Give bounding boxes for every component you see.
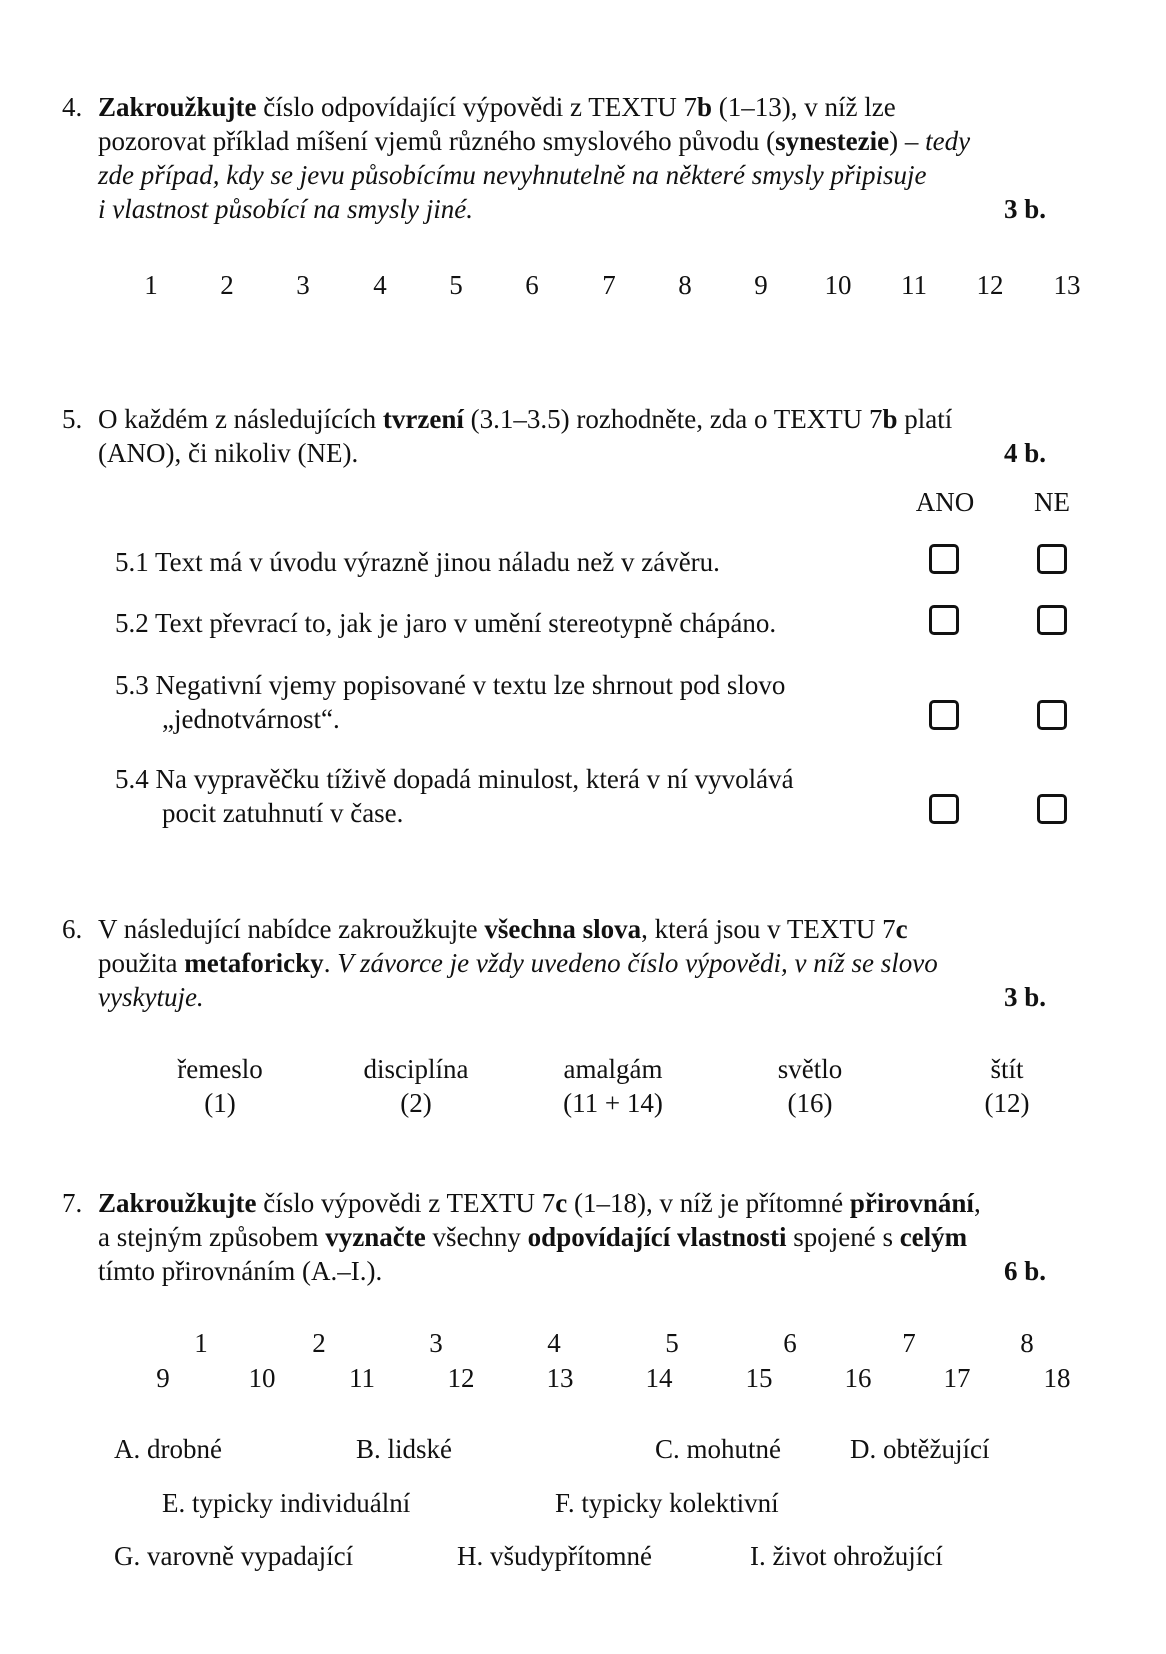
option-number[interactable]: 10 <box>248 1363 276 1393</box>
option-number[interactable]: 1 <box>144 270 158 300</box>
option-number[interactable]: 6 <box>783 1328 797 1358</box>
text: ) <box>889 126 905 156</box>
text: , která jsou v TEXTU 7 <box>641 914 896 944</box>
q4-options <box>0 270 1166 310</box>
emphasis: b <box>696 92 712 122</box>
word-reference: (2) <box>400 1088 432 1118</box>
option-number[interactable]: 5 <box>449 270 463 300</box>
word-option[interactable] <box>503 1052 723 1120</box>
italic-text: – tedy <box>904 126 971 156</box>
word-option[interactable] <box>110 1052 330 1120</box>
property-option[interactable]: F. typicky kolektivní <box>555 1488 779 1518</box>
emphasis: synestezie <box>775 126 890 156</box>
checkbox-no-5-4[interactable] <box>1037 794 1067 824</box>
question-text <box>98 90 1098 226</box>
option-number[interactable]: 16 <box>844 1363 872 1393</box>
option-number[interactable]: 8 <box>678 270 692 300</box>
emphasis: c <box>555 1188 568 1218</box>
question-number: 6. <box>62 914 83 944</box>
emphasis: Zakroužkujte <box>98 92 257 122</box>
emphasis: odpovídající vlastnosti <box>527 1222 787 1252</box>
emphasis: Zakroužkujte <box>98 1188 257 1218</box>
option-number[interactable]: 2 <box>220 270 234 300</box>
q7-options-row2 <box>0 1363 1166 1403</box>
question-number: 7. <box>62 1188 83 1218</box>
option-number[interactable]: 3 <box>296 270 310 300</box>
text: (ANO), či nikoliv (NE). <box>98 438 359 468</box>
italic-text: zde případ, kdy se jevu působícímu nevyhnutelně na některé smysly připisuje <box>98 160 927 190</box>
word-reference: (12) <box>984 1088 1030 1118</box>
option-number[interactable]: 17 <box>943 1363 971 1393</box>
property-option[interactable]: H. všudypřítomné <box>457 1541 652 1571</box>
word: světlo <box>777 1054 843 1084</box>
statement-5-2 <box>115 606 905 640</box>
option-number[interactable]: 11 <box>349 1363 375 1393</box>
emphasis: přirovnání <box>849 1188 974 1218</box>
word: štít <box>990 1054 1024 1084</box>
word-reference: (11 + 14) <box>563 1088 663 1118</box>
points-label: 6 b. <box>1003 1256 1046 1286</box>
property-option[interactable]: I. život ohrožující <box>750 1541 943 1571</box>
option-number[interactable]: 5 <box>665 1328 679 1358</box>
statement-5-3 <box>115 668 905 736</box>
text: . <box>323 948 338 978</box>
text: (3.1–3.5) rozhodněte, zda o TEXTU 7 <box>463 404 883 434</box>
text: číslo odpovídající výpovědi z TEXTU 7 <box>256 92 697 122</box>
statement-text: „jednotvárnost“. <box>162 704 340 734</box>
checkbox-yes-5-4[interactable] <box>929 794 959 824</box>
option-number[interactable]: 10 <box>824 270 852 300</box>
option-number[interactable]: 11 <box>901 270 927 300</box>
property-option[interactable]: C. mohutné <box>655 1434 781 1464</box>
property-option[interactable]: A. drobné <box>114 1434 222 1464</box>
word-option[interactable] <box>700 1052 920 1120</box>
text: (1–13), v níž lze <box>712 92 896 122</box>
text: a stejným způsobem <box>98 1222 326 1252</box>
option-number[interactable]: 7 <box>902 1328 916 1358</box>
option-number[interactable]: 9 <box>754 270 768 300</box>
q7-options-row1 <box>0 1328 1166 1368</box>
word-reference: (1) <box>204 1088 236 1118</box>
checkbox-yes-5-2[interactable] <box>929 605 959 635</box>
text: V následující nabídce zakroužkujte <box>98 914 485 944</box>
emphasis: všechna slova <box>484 914 642 944</box>
option-number[interactable]: 12 <box>447 1363 475 1393</box>
text: , <box>973 1188 981 1218</box>
question-number: 4. <box>62 92 83 122</box>
property-option[interactable]: G. varovně vypadající <box>114 1541 354 1571</box>
checkbox-no-5-2[interactable] <box>1037 605 1067 635</box>
text: pozorovat příklad míšení vjemů různého smyslového původu ( <box>98 126 776 156</box>
word-option[interactable] <box>306 1052 526 1120</box>
option-number[interactable]: 1 <box>194 1328 208 1358</box>
question-text <box>98 912 1098 1014</box>
text: spojené s <box>786 1222 900 1252</box>
option-number[interactable]: 2 <box>312 1328 326 1358</box>
property-option[interactable]: B. lidské <box>356 1434 453 1464</box>
option-number[interactable]: 14 <box>645 1363 673 1393</box>
word: řemeslo <box>177 1054 263 1084</box>
option-number[interactable]: 9 <box>156 1363 170 1393</box>
word: disciplína <box>363 1054 469 1084</box>
word-reference: (16) <box>787 1088 833 1118</box>
emphasis: vyznačte <box>325 1222 426 1252</box>
statement-text: pocit zatuhnutí v čase. <box>162 798 404 828</box>
points-label: 4 b. <box>1003 438 1046 468</box>
emphasis: c <box>895 914 908 944</box>
property-option[interactable]: E. typicky individuální <box>162 1488 411 1518</box>
points-label: 3 b. <box>1003 982 1046 1012</box>
statement-text: 5.2 Text převrací to, jak je jaro v umění stereotypně chápáno. <box>115 608 777 638</box>
option-number[interactable]: 4 <box>373 270 387 300</box>
checkbox-yes-5-1[interactable] <box>929 544 959 574</box>
statement-5-4 <box>115 762 905 830</box>
points-label: 3 b. <box>1003 194 1046 224</box>
option-number[interactable]: 15 <box>745 1363 773 1393</box>
checkbox-yes-5-3[interactable] <box>929 700 959 730</box>
option-number[interactable]: 6 <box>525 270 539 300</box>
question-text <box>98 1186 1098 1288</box>
text: všechny <box>425 1222 528 1252</box>
option-number[interactable]: 18 <box>1043 1363 1071 1393</box>
option-number[interactable]: 13 <box>546 1363 574 1393</box>
statement-text: 5.4 Na vypravěčku tíživě dopadá minulost, která v ní vyvolává <box>115 764 794 794</box>
emphasis: celým <box>899 1222 968 1252</box>
emphasis: metaforicky <box>184 948 324 978</box>
column-header-no: NE <box>1034 487 1070 517</box>
text: číslo výpovědi z TEXTU 7 <box>256 1188 556 1218</box>
text: použita <box>98 948 185 978</box>
option-number[interactable]: 7 <box>602 270 616 300</box>
emphasis: tvrzení <box>382 404 464 434</box>
text: O každém z následujících <box>98 404 383 434</box>
option-number[interactable]: 8 <box>1020 1328 1034 1358</box>
italic-text: vyskytuje. <box>98 982 204 1012</box>
option-number[interactable]: 3 <box>429 1328 443 1358</box>
italic-text: V závorce je vždy uvedeno číslo výpovědi, v níž se slovo <box>337 948 938 978</box>
statement-text: 5.1 Text má v úvodu výrazně jinou náladu než v závěru. <box>115 547 720 577</box>
option-number[interactable]: 12 <box>976 270 1004 300</box>
text: platí <box>897 404 953 434</box>
statement-text: 5.3 Negativní vjemy popisované v textu lze shrnout pod slovo <box>115 670 786 700</box>
column-header-yes: ANO <box>915 487 975 517</box>
option-number[interactable]: 13 <box>1053 270 1081 300</box>
word: amalgám <box>563 1054 663 1084</box>
text: (1–18), v níž je přítomné <box>567 1188 850 1218</box>
property-option[interactable]: D. obtěžující <box>850 1434 990 1464</box>
checkbox-no-5-1[interactable] <box>1037 544 1067 574</box>
checkbox-no-5-3[interactable] <box>1037 700 1067 730</box>
option-number[interactable]: 4 <box>547 1328 561 1358</box>
text: tímto přirovnáním (A.–I.). <box>98 1256 383 1286</box>
statement-5-1 <box>115 545 905 579</box>
word-option[interactable] <box>897 1052 1117 1120</box>
question-number: 5. <box>62 404 83 434</box>
question-text <box>98 402 1098 470</box>
italic-text: i vlastnost působící na smysly jiné. <box>98 194 473 224</box>
emphasis: b <box>882 404 898 434</box>
